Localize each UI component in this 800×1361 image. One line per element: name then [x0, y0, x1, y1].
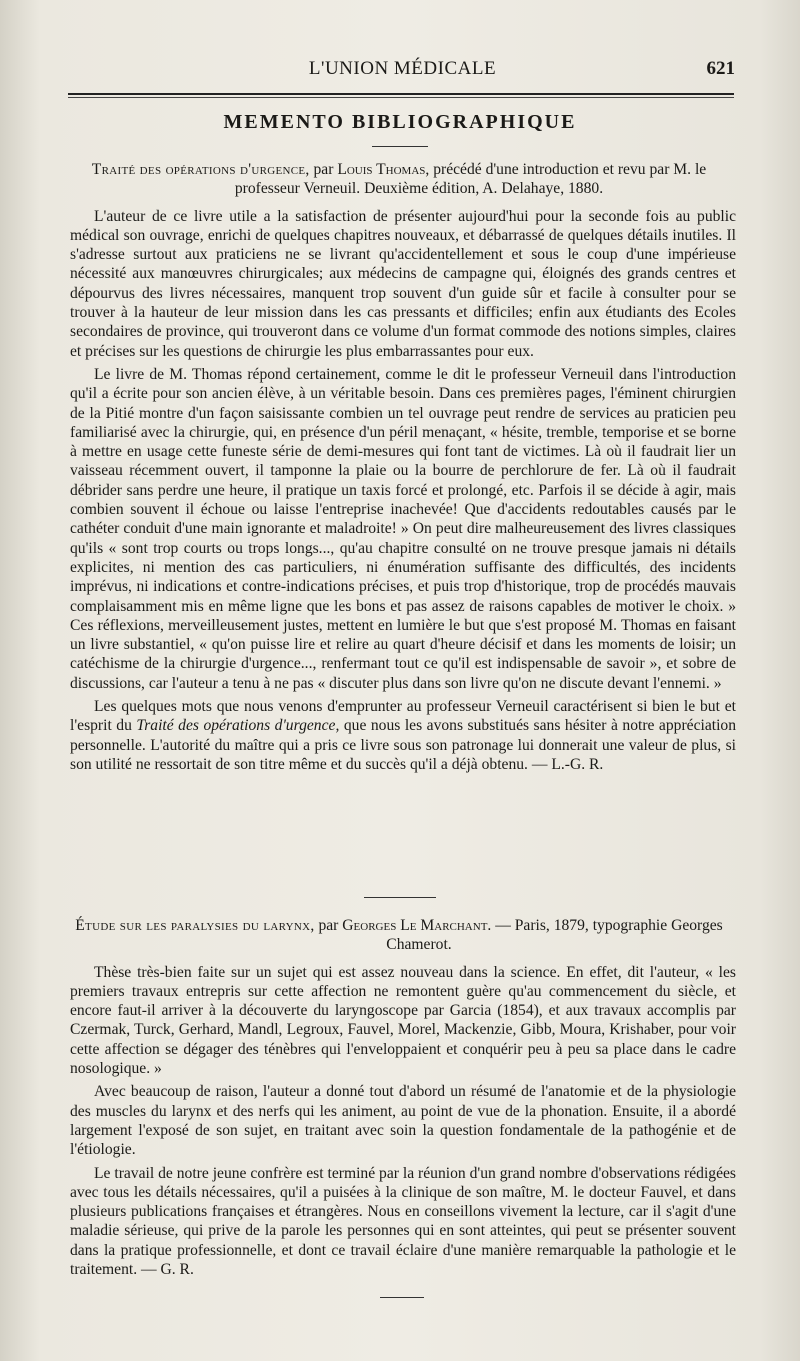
book-publication: précédé d'une introduction et revu par M. le professeur Verneuil. Deuxième édition, A. Delahaye, 1880.: [234, 161, 707, 198]
review-heading: [70, 916, 736, 955]
par-word: par: [313, 161, 334, 178]
book-publication: — Paris, 1879, typographie Georges Chamerot.: [386, 917, 723, 954]
review-thomas: [70, 160, 736, 774]
review-heading: [70, 160, 736, 199]
review-paragraph: Avec beaucoup de raison, l'auteur a donné tout d'abord un résumé de l'anatomie et de la physiologie des muscles du larynx et des nerfs qui les animent, au point de vue de la phonation. Ensuite, il a abordé largement l'exposé de son sujet, en traitant avec soin la question fondamentale de la pathogénie et de l'étiologie.: [70, 1083, 736, 1159]
section-title: MEMENTO BIBLIOGRAPHIQUE: [223, 111, 577, 133]
page-number: 621: [706, 58, 735, 79]
cited-title: Traité des opérations d'urgence,: [136, 717, 340, 735]
review-paragraph: Le travail de notre jeune confrère est terminé par la réunion d'un grand nombre d'observations rédigées avec tous les détails nécessaires, qu'il a puisées à la clinique de son maître, M. le docteur Fauvel, et dans plusieurs publications françaises et étrangères. Nous en conseillons vivement la lecture, car il s'agit d'une maladie sérieuse, qui prive de la parole les personnes qui en sont atteintes, qui peut se présenter souvent dans la pratique professionnelle, et dont ce travail éclaire d'une manière remarquable la pathologie et le traitement. — G. R.: [70, 1164, 736, 1279]
review-paragraph: Le livre de M. Thomas répond certainement, comme le dit le professeur Verneuil dans l'introduction qu'il a écrite pour son ancien élève, à un véritable besoin. Dans ces premières pages, l'éminent chirurgien de la Pitié montre d'un façon saisissante combien un tel ouvrage peut rendre de services au praticien peu familiarisé avec la chirurgie, qui, en présence d'un péril menaçant, « hésite, tremble, temporise et se borne à mettre en usage cette funeste série de demi-mesures qui font tant de victimes. Là où il faudrait lier un vaisseau récemment ouvert, il tamponne la plaie ou la bourre de perchlorure de fer. Là où il faudrait débrider sans perdre une heure, il pratique un taxis forcé et prolongé, etc. Parfois il se décide à agir, mais combien souvent il échoue ou laisse l'entreprise inachevée! Que d'accidents redoutables causés par le cathéter conduit d'une main ignorante et maladroite! » On peut dire malheureusement des livres classiques qu'ils « sont trop courts ou trops longs..., qu'au chapitre consulté on ne trouve presque jamais ni détails explicites, ni mention des cas particuliers, ni énumération suffisante des difficultés, des incidents imprévus, ni indications et contre-indications précises, et puis trop d'historique, trop de procédés mauvais complaisamment mis en même ligne que les bons et pas assez de raisons capables de motiver le choix. » Ces réflexions, merveilleusement justes, mettent en lumière le but que s'est proposé M. Thomas en faisant un livre substantiel, « qu'on puisse lire et relire au quart d'heure décisif et dans les moments de loisir; un catéchisme de la chirurgie d'urgence..., renfermant tout ce qu'il est indispensable de savoir », et sobre de discussions, car l'auteur a tenu à ne pas « discuter plus dans son livre qu'on ne discute devant l'ennemi. »: [70, 365, 736, 692]
book-author: Georges Le Marchant.: [342, 917, 492, 934]
book-title: Étude sur les paralysies du larynx,: [75, 917, 315, 934]
title-divider: [372, 146, 428, 147]
running-title: L'UNION MÉDICALE: [308, 58, 497, 79]
paragraph-text: que nous les avons substitués sans hésiter à notre appréciation personnelle. L'autorité du maître qui a pris ce livre sous son patronage lui donnerait une valeur de plus, si son utilité ne ressortait de son titre même et du succès qu'il a déjà obtenu. — L.-G. R.: [70, 717, 737, 773]
par-word: par: [318, 917, 339, 934]
book-title: Traité des opérations d'urgence,: [91, 161, 310, 178]
paragraph-text: Les quelques mots que nous venons d'emprunter au professeur Verneuil caractérisent si bien le but et l'esprit du: [70, 698, 736, 735]
review-paragraph: Thèse très-bien faite sur un sujet qui est assez nouveau dans la science. En effet, dit l'auteur, « les premiers travaux entrepris sur cette affection ne remontent guère qu'au commencement du siècle, et encore faut-il arriver à la découverte du laryngoscope par Garcia (1854), et aux travaux accomplis par Czermak, Turck, Gerhard, Mandl, Legroux, Fauvel, Morel, Mackenzie, Gibb, Moura, Krishaber, pour voir cette affection se dégager des ténèbres qui l'enveloppaient et conquérir peu à peu sa place dans le cadre nosologique. »: [70, 963, 736, 1078]
section-divider: [364, 897, 436, 898]
page-header: [70, 58, 735, 84]
book-author: Louis Thomas,: [337, 161, 430, 178]
review-le-marchant: [70, 916, 736, 1279]
end-divider: [380, 1297, 424, 1298]
review-paragraph: [70, 697, 736, 774]
header-rule: [68, 93, 734, 98]
review-paragraph: L'auteur de ce livre utile a la satisfaction de présenter aujourd'hui pour la seconde fois au public médical son ouvrage, enrichi de quelques chapitres nouveaux, et débarrassé de quelques détails inutiles. Il s'adresse surtout aux praticiens ne se livrant qu'accidentellement et sous le coup d'une impérieuse nécessité aux manœuvres chirurgicales; aux médecins de campagne qui, éloignés des grands centres et dépourvus des livres nécessaires, manquent trop souvent d'un guide sûr et facile à consulter pour se trouver à la hauteur de leur mission dans les cas pressants et difficiles; enfin aux étudiants des Ecoles secondaires de province, qui trouveront dans ce volume d'un format commode des notions simples, claires et précises sur les questions de chirurgie les plus embarrassantes pour eux.: [70, 207, 736, 360]
